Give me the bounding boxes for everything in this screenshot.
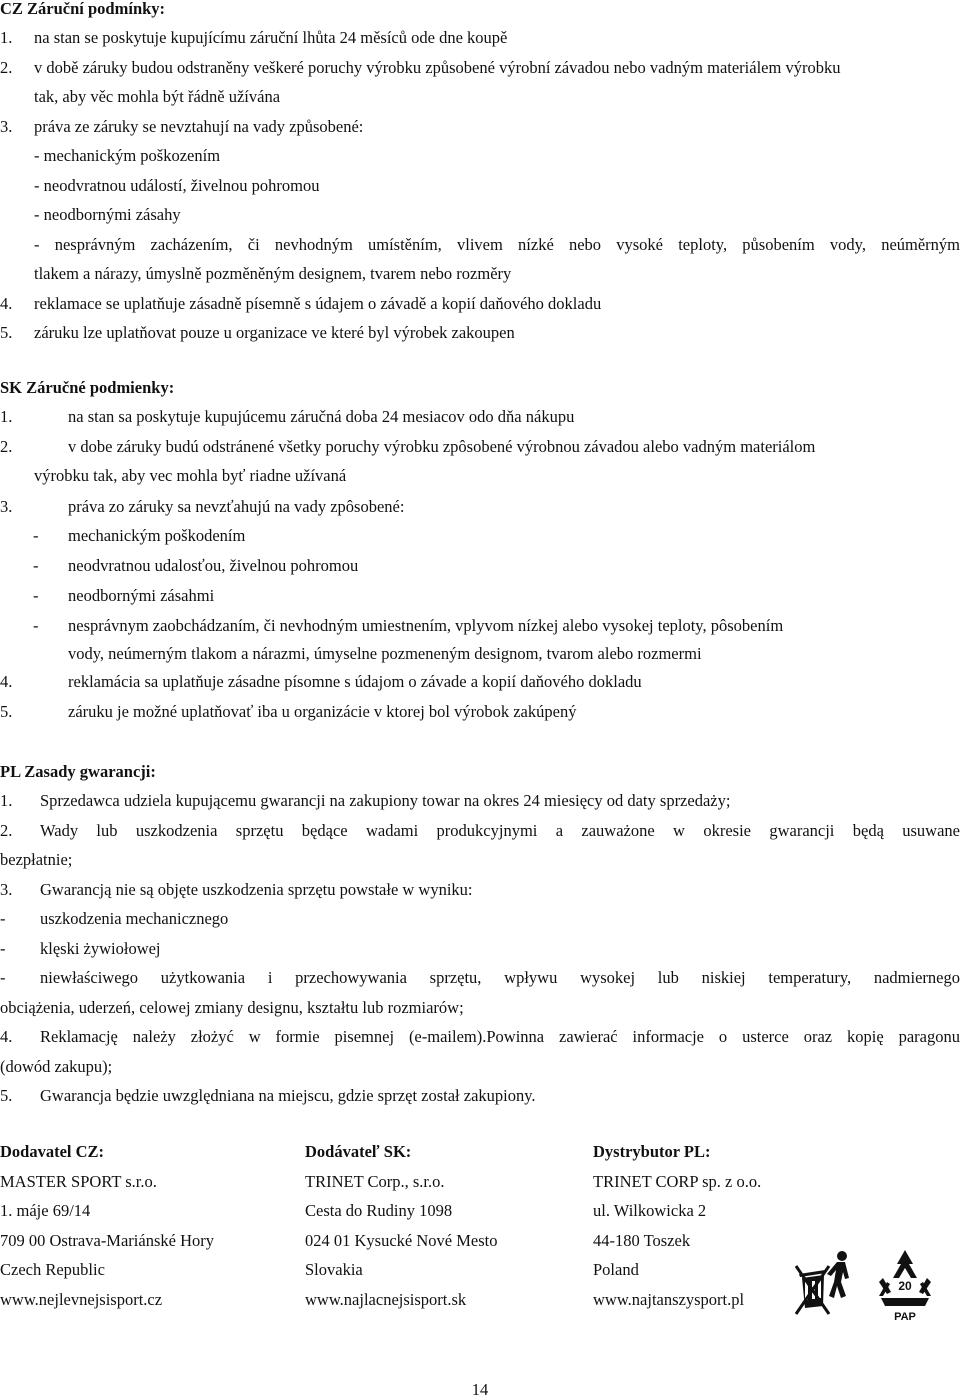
supplier-title: Dodavatel CZ: (0, 1142, 105, 1161)
supplier-street: 1. máje 69/14 (0, 1201, 91, 1221)
supplier-title: Dodávateľ SK: (305, 1142, 412, 1161)
cz-heading: CZ Záruční podmínky: (0, 0, 166, 18)
pl-dash-2: - klęski żywiołowej (0, 938, 161, 958)
pl-item-5: 5. Gwarancja będzie uwzględniana na miejscu, gdzie sprzęt został zakupiony. (0, 1086, 536, 1105)
recycle-label: PAP (894, 1311, 916, 1323)
cz-item-1: 1. na stan se poskytuje kupujícímu záruční lhůta 24 měsíců ode dne koupě (0, 28, 508, 47)
sk-item-3: 3. práva zo záruky sa nevzťahujú na vady zpôsobené: (0, 496, 405, 516)
cz-item-5: 5. záruku lze uplatňovat pouze u organizace ve které byl výrobek zakoupen (0, 323, 515, 342)
cz-dash-4-cont: tlakem a nárazy, úmyslně pozměněným designem, tvarem nebo rozměry (34, 264, 512, 283)
pl-dash-3: - niewłaściwego użytkowania i przechowywania sprzętu, wpływu wysokej lub niskiej temperatury, nadmiernego (0, 968, 960, 987)
supplier-street: ul. Wilkowicka 2 (593, 1201, 707, 1221)
pl-dash-1: - uszkodzenia mechanicznego (0, 909, 229, 928)
sk-item-1: 1. na stan sa poskytuje kupujúcemu záručná doba 24 mesiacov odo dňa nákupu (0, 407, 575, 426)
sk-item-5: 5. záruku je možné uplatňovať iba u organizácie v ktorej bol výrobok zakúpený (0, 701, 577, 721)
supplier-sk (305, 1137, 497, 1315)
disposal-icons-svg (793, 1248, 933, 1323)
supplier-web: www.nejlevnejsisport.cz (0, 1289, 163, 1309)
sk-dash-4-cont: vody, neúmerným tlakom a nárazmi, úmyselne pozmeneným designom, tvarom alebo rozmermi (68, 644, 702, 663)
recycling-pap-20-icon (879, 1250, 931, 1323)
recycle-number: 20 (898, 1279, 912, 1293)
supplier-country: Slovakia (305, 1260, 363, 1280)
supplier-cz (0, 1137, 214, 1315)
supplier-name: MASTER SPORT s.r.o. (0, 1171, 157, 1191)
crossed-out-wheelie-bin-icon (793, 1248, 859, 1314)
cz-section (0, 0, 960, 348)
sk-heading: SK Záručné podmienky: (0, 378, 175, 397)
supplier-web: www.najlacnejsisport.sk (305, 1289, 467, 1309)
supplier-country: Czech Republic (0, 1260, 105, 1280)
supplier-city: 024 01 Kysucké Nové Mesto (305, 1230, 498, 1250)
supplier-name: TRINET CORP sp. z o.o. (593, 1171, 762, 1191)
pl-item-1: 1. Sprzedawca udziela kupującemu gwarancji na zakupiony towar na okres 24 miesięcy od daty sprzedaży; (0, 791, 731, 810)
pl-heading: PL Zasady gwarancji: (0, 762, 156, 781)
disposal-icons (793, 1248, 933, 1323)
cz-item-4: 4. reklamace se uplatňuje zásadně písemně s údajem o závadě a kopií daňového dokladu (0, 293, 602, 313)
supplier-web: www.najtanszysport.pl (593, 1289, 745, 1309)
supplier-pl (593, 1137, 761, 1315)
sk-dash-2: - neodvratnou udalosťou, živelnou pohromou (33, 556, 359, 575)
cz-dash-2: - neodvratnou událostí, živelnou pohromou (34, 175, 320, 195)
supplier-city: 709 00 Ostrava-Mariánské Hory (0, 1230, 214, 1250)
sk-section (0, 373, 960, 726)
pl-item-4-cont: (dowód zakupu); (0, 1056, 113, 1076)
supplier-title: Dystrybutor PL: (593, 1142, 711, 1161)
page-number: 14 (471, 1380, 489, 1399)
cz-item-3: 3. práva ze záruky se nevztahují na vady způsobené: (0, 116, 364, 136)
cz-dash-3: - neodbornými zásahy (34, 205, 181, 224)
pl-dash-3-cont: obciążenia, uderzeń, celowej zmiany designu, kształtu lub rozmiarów; (0, 997, 464, 1017)
sk-dash-4: - nesprávnym zaobchádzaním, či nevhodným umiestnením, vplyvom nízkej alebo vysokej teploty, pôsobením (33, 616, 784, 635)
pl-section (0, 757, 960, 1111)
cz-dash-4: - nesprávným zacházením, či nevhodným umístěním, vlivem nízké nebo vysoké teploty, působením vody, neúměrným (34, 234, 960, 254)
sk-item-4: 4. reklamácia sa uplatňuje zásadne písomne s údajom o závade a kopií daňového dokladu (0, 672, 642, 691)
supplier-street: Cesta do Rudiny 1098 (305, 1201, 453, 1221)
sk-item-2: 2. v dobe záruky budú odstránené všetky poruchy výrobku zpôsobené výrobnou závadou alebo vadným materiálom (0, 436, 816, 456)
sk-item-2-cont: výrobku tak, aby vec mohla byť riadne užívaná (34, 466, 347, 485)
cz-item-2-cont: tak, aby věc mohla být řádně užívána (34, 87, 281, 106)
sk-dash-1: - mechanickým poškodením (33, 526, 246, 545)
pl-item-2-cont: bezpłatnie; (0, 850, 73, 869)
cz-dash-1: - mechanickým poškozením (34, 146, 221, 165)
supplier-city: 44-180 Toszek (593, 1230, 691, 1250)
pl-item-3: 3. Gwarancją nie są objęte uszkodzenia sprzętu powstałe w wyniku: (0, 879, 473, 899)
supplier-country: Poland (593, 1260, 639, 1280)
supplier-name: TRINET Corp., s.r.o. (305, 1171, 445, 1191)
pl-item-4: 4. Reklamację należy złożyć w formie pisemnej (e-mailem).Powinna zawierać informacje o usterce oraz kopię paragonu (0, 1027, 960, 1046)
pl-item-2: 2. Wady lub uszkodzenia sprzętu będące wadami produkcyjnymi a zauważone w okresie gwarancji będą usuwane (0, 820, 960, 840)
sk-dash-3: - neodbornými zásahmi (33, 586, 215, 605)
cz-item-2: 2. v době záruky budou odstraněny veškeré poruchy výrobku způsobené výrobní závadou nebo vadným materiálem výrobku (0, 57, 841, 77)
